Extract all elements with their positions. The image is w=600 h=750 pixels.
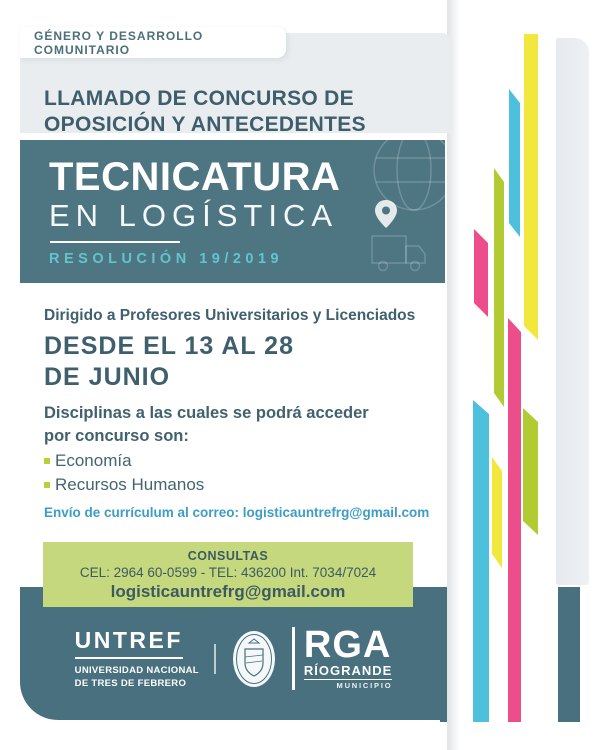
stripe-lime-mid xyxy=(523,408,538,535)
untref-subtitle-line2: DE TRES DE FEBRERO xyxy=(74,678,187,689)
call-title-line2: OPOSICIÓN Y ANTECEDENTES xyxy=(44,113,366,136)
disciplines-intro-line2: por concurso son: xyxy=(44,427,189,445)
side-panel xyxy=(556,38,589,585)
dates-heading xyxy=(44,331,294,393)
rga-city-label: RÍOGRANDE xyxy=(303,663,393,678)
program-banner xyxy=(20,140,445,283)
list-item xyxy=(44,473,204,497)
stripe-lime-top xyxy=(494,168,504,407)
contact-phones: CEL: 2964 60-0599 - TEL: 436200 Int. 7034/7024 xyxy=(79,565,377,580)
stripe-cyan-top xyxy=(509,89,520,237)
discipline-label: Economía xyxy=(55,451,132,470)
stripe-pink-long xyxy=(508,318,521,722)
category-badge-label: GÉNERO Y DESARROLLO COMUNITARIO xyxy=(34,28,204,57)
contact-box-title: CONSULTAS xyxy=(187,549,269,563)
dates-line1: DESDE EL 13 AL 28 xyxy=(44,332,294,360)
rga-logo xyxy=(292,624,393,690)
stripe-cyan-long xyxy=(473,400,489,722)
resolution-label: RESOLUCIÓN 19/2019 xyxy=(49,251,284,267)
untref-logo xyxy=(75,627,199,690)
banner-rule xyxy=(50,241,180,243)
contact-email: logisticauntrefrg@gmail.com xyxy=(110,582,346,601)
stripe-yellow-mid xyxy=(492,457,502,568)
program-title: TECNICATURA xyxy=(49,155,341,199)
dates-line2: DE JUNIO xyxy=(44,363,171,391)
discipline-label: Recursos Humanos xyxy=(55,475,205,494)
footer-divider xyxy=(214,644,216,674)
list-item xyxy=(44,449,204,473)
untref-wordmark: UNTREF xyxy=(75,627,183,659)
call-title xyxy=(44,86,366,138)
contact-box xyxy=(43,542,413,607)
disciplines-list xyxy=(44,449,204,497)
cv-email-line: Envío de currículum al correo: logisticauntrefrg@gmail.com xyxy=(44,505,430,520)
rga-municipio-label: MUNICIPIO xyxy=(336,681,393,690)
program-subtitle: EN LOGÍSTICA xyxy=(49,198,339,233)
untref-subtitle xyxy=(75,664,199,690)
stripe-yellow-top xyxy=(524,34,538,340)
rga-wordmark: RGA xyxy=(303,624,392,666)
call-title-line1: LLAMADO DE CONCURSO DE xyxy=(44,87,354,110)
untref-subtitle-line1: UNIVERSIDAD NACIONAL xyxy=(74,665,199,676)
disciplines-intro xyxy=(44,402,369,448)
stripe-pink-top xyxy=(474,229,488,317)
category-badge xyxy=(20,27,286,58)
audience-line: Dirigido a Profesores Universitarios y Licenciados xyxy=(44,307,416,324)
city-crest-icon xyxy=(231,629,277,689)
stripe-teal-right xyxy=(558,587,580,722)
logistics-art-icon xyxy=(310,140,445,283)
disciplines-intro-line1: Disciplinas a las cuales se podrá acceder xyxy=(44,404,369,422)
